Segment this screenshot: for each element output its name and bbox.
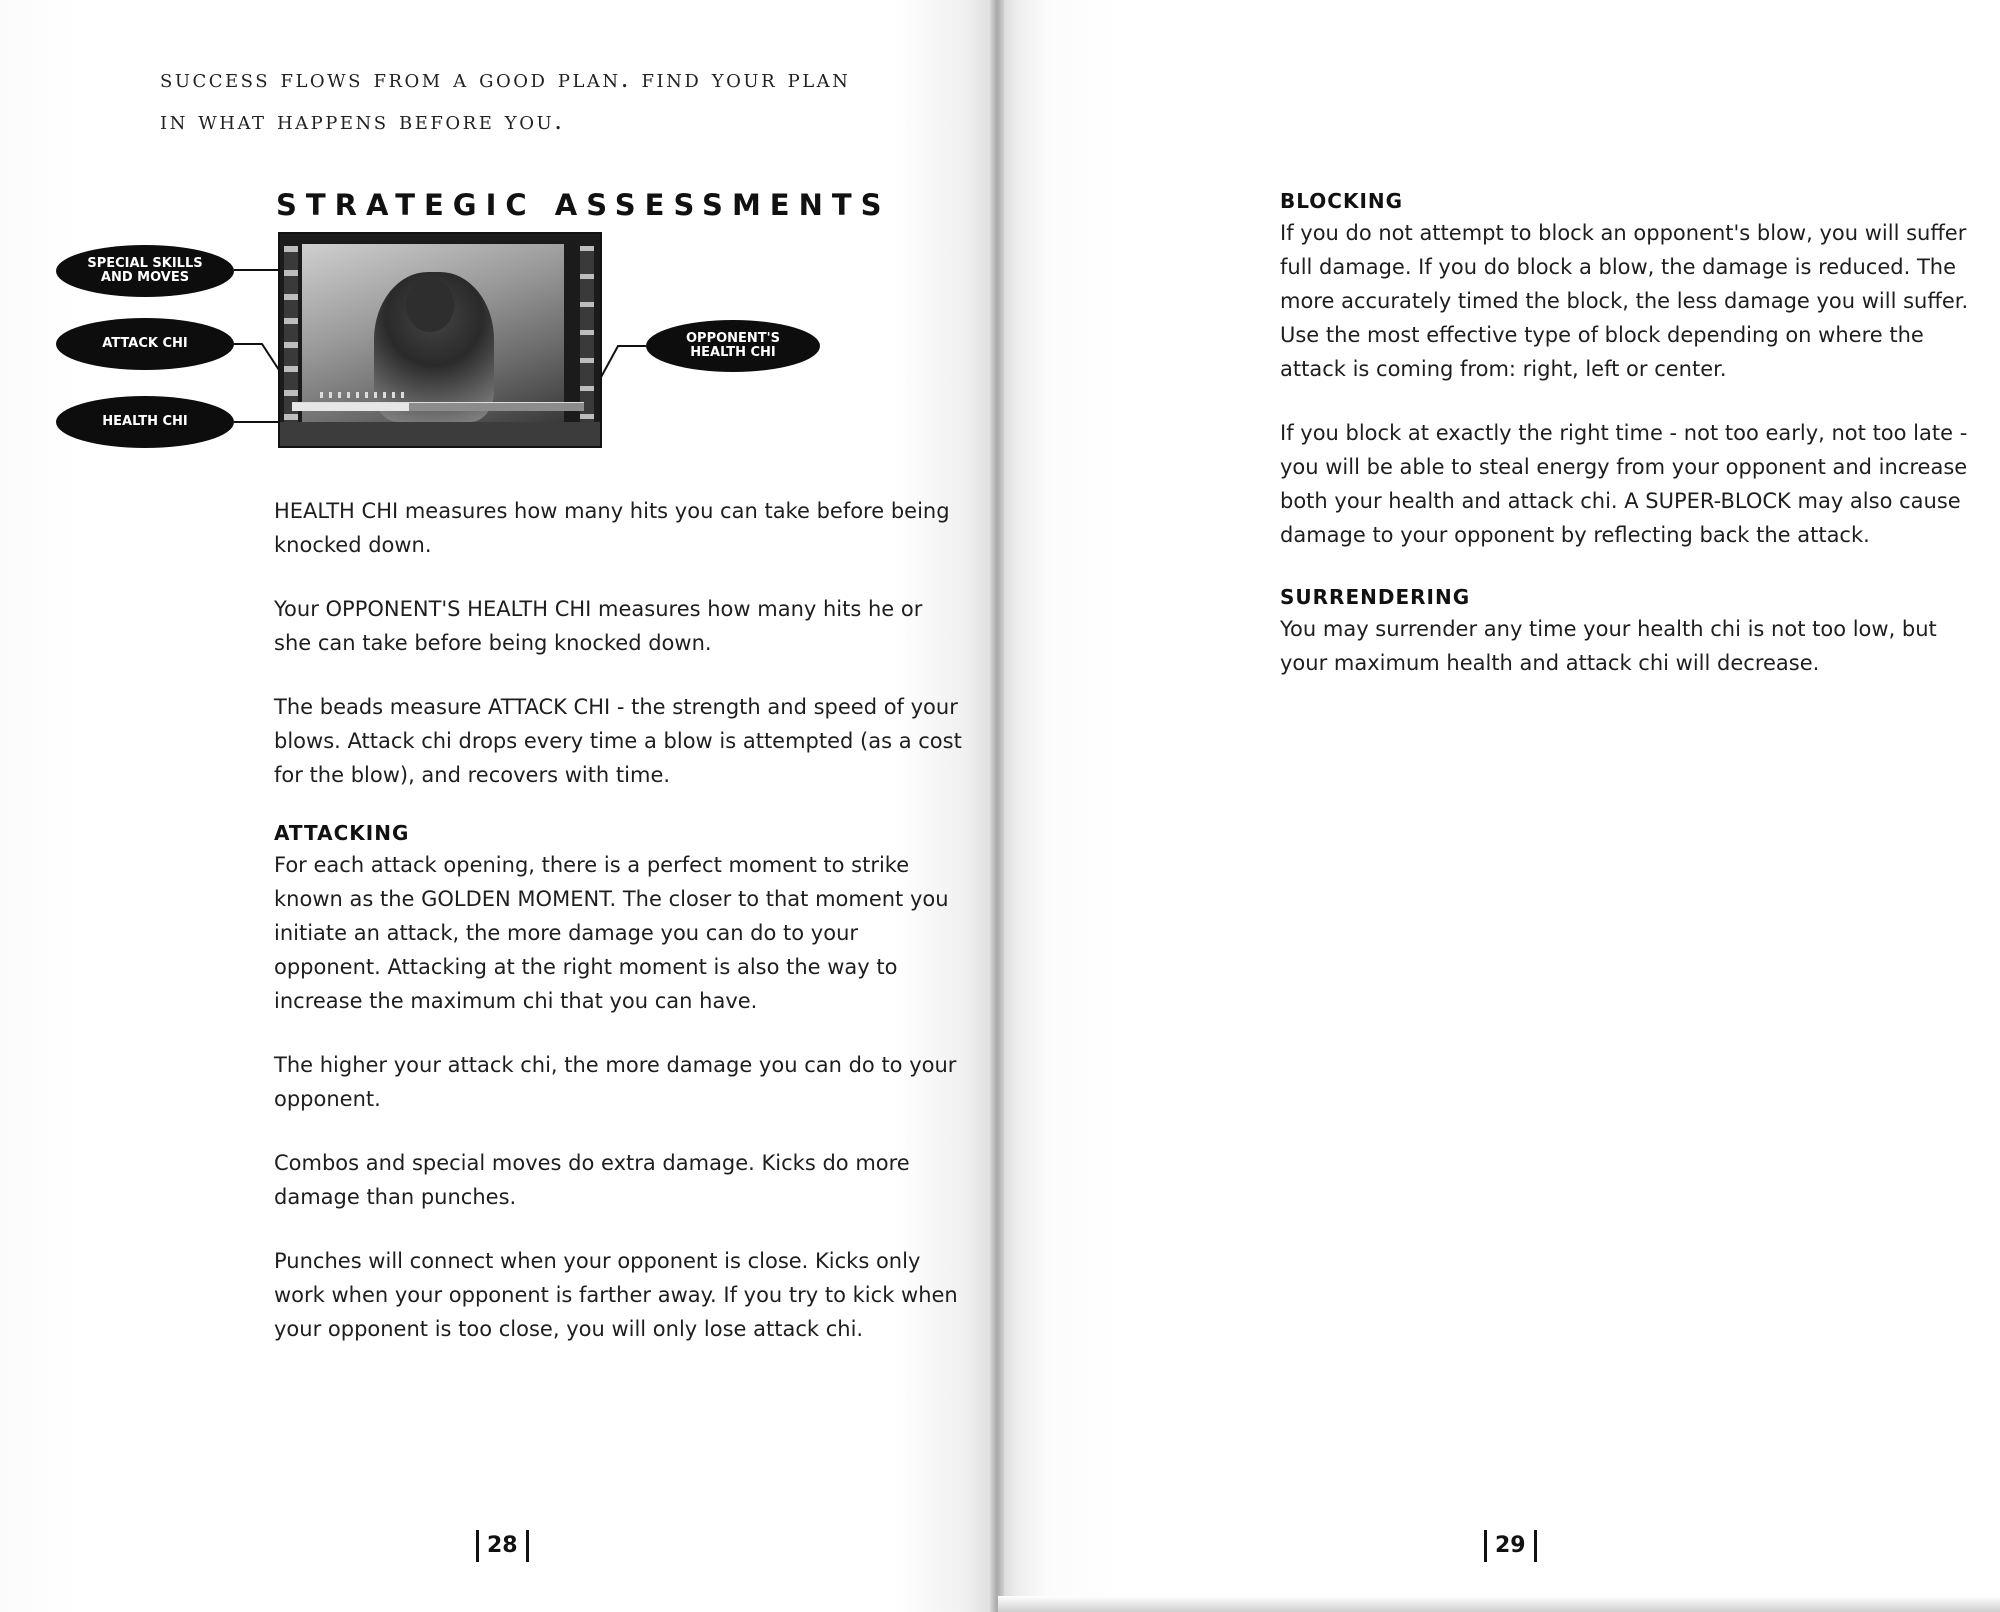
page-number-right xyxy=(1476,1530,1545,1562)
paragraph-opponent-health-chi: Your OPPONENT'S HEALTH CHI measures how many hits he or she can take before being knocked down. xyxy=(274,597,923,655)
paragraph-attacking-2: The higher your attack chi, the more damage you can do to your opponent. xyxy=(274,1053,957,1111)
page-number-left-value: 28 xyxy=(487,1533,518,1558)
paragraph-blocking-2: If you block at exactly the right time - not too early, not too late - you will be able to steal energy from your opponent and increase both your health and attack chi. A SUPER-BLOCK may also cause damage to your opponent by reflecting back the attack. xyxy=(1280,421,1968,547)
paragraph-attacking-4: Punches will connect when your opponent is close. Kicks only work when your opponent is farther away. If you try to kick when your opponent is too close, you will only lose attack chi. xyxy=(274,1249,958,1341)
game-screenshot xyxy=(278,232,602,448)
book-gutter xyxy=(990,0,1004,1612)
callout-attack-chi: ATTACK CHI xyxy=(56,318,234,370)
page-number-left xyxy=(468,1530,537,1562)
paragraph-surrendering-1: You may surrender any time your health chi is not too low, but your maximum health and attack chi will decrease. xyxy=(1280,617,1937,675)
callout-opponent-health-chi: OPPONENT'S HEALTH CHI xyxy=(646,320,820,372)
callout-health-chi: HEALTH CHI xyxy=(56,396,234,448)
paragraph-attacking-1: For each attack opening, there is a perfect moment to strike known as the GOLDEN MOMENT. The closer to that moment you initiate an attack, the more damage you can do to your opponent. Attacking at the right moment is also the way to increase the maximum chi that you can have. xyxy=(274,853,949,1013)
opponent-strip xyxy=(580,246,594,422)
special-moves-strip xyxy=(284,246,298,422)
callout-special-skills: SPECIAL SKILLS AND MOVES xyxy=(56,245,234,297)
quote-line-2: in what happens before you. xyxy=(160,106,565,135)
heading-blocking: BLOCKING xyxy=(1280,189,1404,213)
right-body xyxy=(1280,186,1970,710)
section-title: STRATEGIC ASSESSMENTS xyxy=(276,188,891,222)
paragraph-attack-chi: The beads measure ATTACK CHI - the strength and speed of your blows. Attack chi drops every time a blow is attempted (as a cost for the blow), and recovers with time. xyxy=(274,695,962,787)
heading-surrendering: SURRENDERING xyxy=(1280,585,1471,609)
paragraph-blocking-1: If you do not attempt to block an opponent's blow, you will suffer full damage. If you do block a blow, the damage is reduced. The more accurately timed the block, the less damage you will suffer. Use the most effective type of block depending on where the attack is coming from: right, left or center. xyxy=(1280,221,1969,381)
page-shadow xyxy=(998,1596,2000,1612)
chapter-quote xyxy=(160,58,920,142)
paragraph-health-chi: HEALTH CHI measures how many hits you can take before being knocked down. xyxy=(274,499,950,557)
page-number-right-value: 29 xyxy=(1495,1533,1526,1558)
attack-chi-beads xyxy=(320,392,410,398)
heading-attacking: ATTACKING xyxy=(274,821,410,845)
left-body xyxy=(274,494,964,1376)
health-chi-bar-fill xyxy=(292,403,409,411)
page-left xyxy=(0,0,996,1612)
health-chi-bar xyxy=(292,402,584,411)
fighter-head xyxy=(406,278,454,332)
hud-bottom xyxy=(280,422,600,446)
paragraph-attacking-3: Combos and special moves do extra damage. Kicks do more damage than punches. xyxy=(274,1151,910,1209)
quote-line-1: success flows from a good plan. find your plan xyxy=(160,64,851,93)
